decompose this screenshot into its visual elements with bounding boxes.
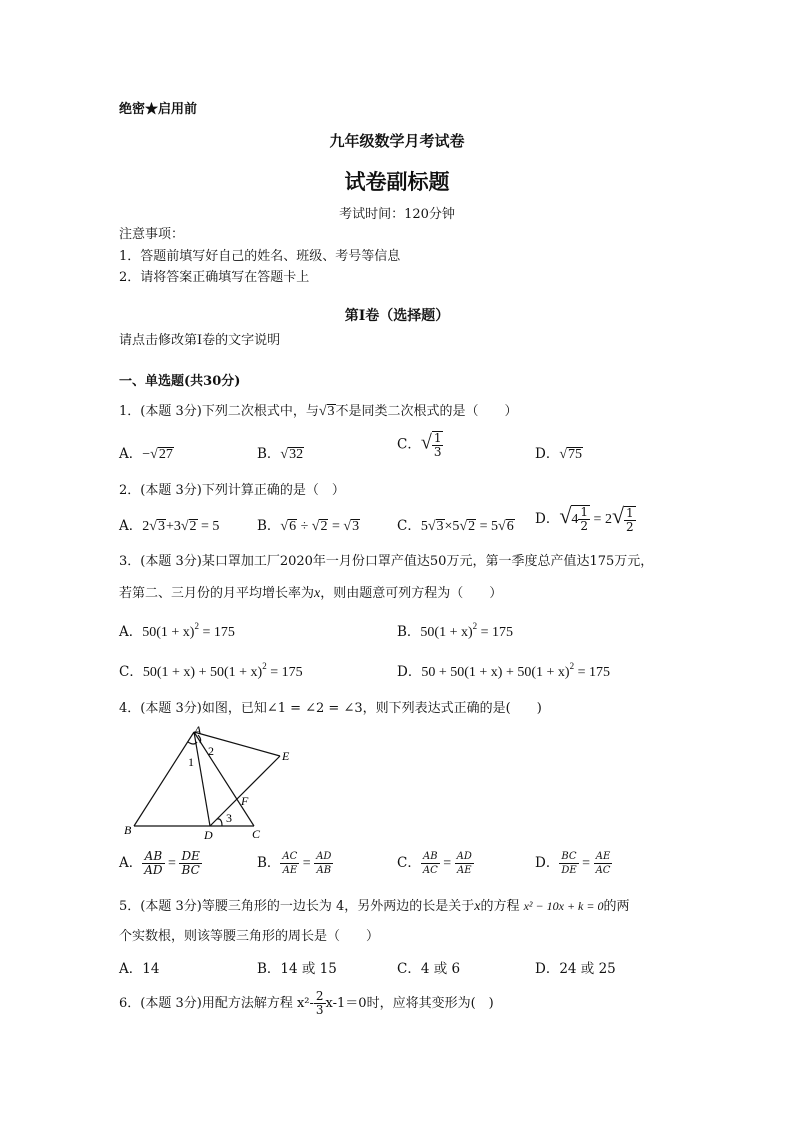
question-text: 1．(本题 3分)下列二次根式中，与: [119, 404, 319, 419]
segment-ab: [134, 732, 194, 826]
exam-subtitle: 试卷副标题: [344, 169, 450, 194]
option-b[interactable]: B．√32: [257, 446, 304, 462]
option-b[interactable]: B． $\frac{AC}{AE}$ = $\frac{AD}{AB}$: [257, 851, 332, 876]
segment-de: [210, 756, 280, 826]
label-b: B: [124, 823, 132, 837]
option-c[interactable]: C．√ $\frac{1}{3}$: [397, 431, 442, 459]
question-3-line2: 若第二、三月份的月平均增长率为x，则由题意可列方程为（ ）: [119, 586, 503, 601]
question-4: 4．(本题 3分)如图，已知∠1 = ∠2 = ∠3，则下列表达式正确的是( ): [119, 701, 542, 716]
label-f: F: [241, 794, 249, 808]
angle-3-arc: [217, 819, 222, 826]
option-c[interactable]: C．$50(1 + x) + 50(1 + x)^2 = 175$: [119, 661, 303, 680]
option-c[interactable]: C．4 或 6: [397, 961, 461, 977]
option-b[interactable]: B．√6 ÷ √2 = √3: [257, 518, 360, 534]
option-c[interactable]: C． $\frac{AB}{AC}$ = $\frac{AD}{AE}$: [397, 851, 472, 876]
option-a[interactable]: A．−√27: [119, 446, 173, 462]
option-a[interactable]: A．$50(1 + x)^2 = 175$: [119, 621, 235, 640]
option-d[interactable]: D．24 或 25: [535, 961, 616, 977]
question-2: 2．(本题 3分)下列计算正确的是（ ）: [119, 483, 345, 498]
option-b[interactable]: B．14 或 15: [257, 961, 337, 977]
label-a: A: [194, 723, 202, 737]
triangle-figure: [118, 722, 308, 842]
notes-heading: 注意事项：: [119, 227, 185, 242]
option-a[interactable]: A． $\frac{AB}{AD}$ = $\frac{DE}{BC}$: [119, 849, 200, 877]
question-text: 不是同类二次根式的是（ ）: [335, 404, 518, 419]
label-c: C: [252, 827, 261, 841]
sqrt-expression: √3: [318, 404, 335, 419]
angle-2-label: 2: [208, 744, 214, 758]
note-item: 2．请将答案正确填写在答题卡上: [119, 270, 310, 285]
label-e: E: [282, 749, 290, 763]
angle-3-label: 3: [226, 811, 232, 825]
note-item: 1．答题前填写好自己的姓名、班级、考号等信息: [119, 249, 401, 264]
option-a[interactable]: A．2√3+3√2 = 5: [119, 518, 220, 534]
option-a[interactable]: A．14: [119, 961, 160, 977]
option-d[interactable]: D．$50 + 50(1 + x) + 50(1 + x)^2 = 175$: [397, 661, 610, 680]
angle-1-label: 1: [188, 755, 194, 769]
confidential-mark: 绝密★启用前: [119, 102, 198, 117]
option-d[interactable]: D．√4 $\frac{1}{2}$ = 2√ $\frac{1}{2}$: [535, 503, 634, 534]
section-title: 一、单选题(共30分): [119, 374, 241, 389]
option-d[interactable]: D． $\frac{BC}{DE}$ = $\frac{AE}{AC}$: [535, 851, 611, 876]
question-3-line1: 3．(本题 3分)某口罩加工厂2020年一月份口罩产值达50万元，第一季度总产值达175万元，: [119, 554, 654, 569]
question-5-line2: 个实数根，则该等腰三角形的周长是（ ）: [119, 929, 380, 944]
exam-title: 九年级数学月考试卷: [329, 132, 465, 150]
equation: x² − 10x + k = 0: [523, 899, 604, 913]
option-c[interactable]: C．5√3×5√2 = 5√6: [397, 518, 514, 534]
part-description: 请点击修改第I卷的文字说明: [119, 333, 281, 348]
option-b[interactable]: B．$50(1 + x)^2 = 175$: [397, 621, 514, 640]
part-title: 第I卷（选择题）: [344, 308, 450, 324]
exam-time: 考试时间：120分钟: [339, 207, 455, 222]
question-6: 6．(本题 3分)用配方法解方程 x²- $\frac{2}{3}$ x-1＝0时，应将其变形为( ): [119, 989, 494, 1017]
label-d: D: [204, 828, 213, 842]
question-1: [119, 400, 518, 420]
question-5-line1: 5．(本题 3分)等腰三角形的一边长为 4，另外两边的长是关于x的方程 x² − 10x + k = 0的两: [119, 899, 630, 914]
option-d[interactable]: D．√75: [535, 446, 583, 462]
